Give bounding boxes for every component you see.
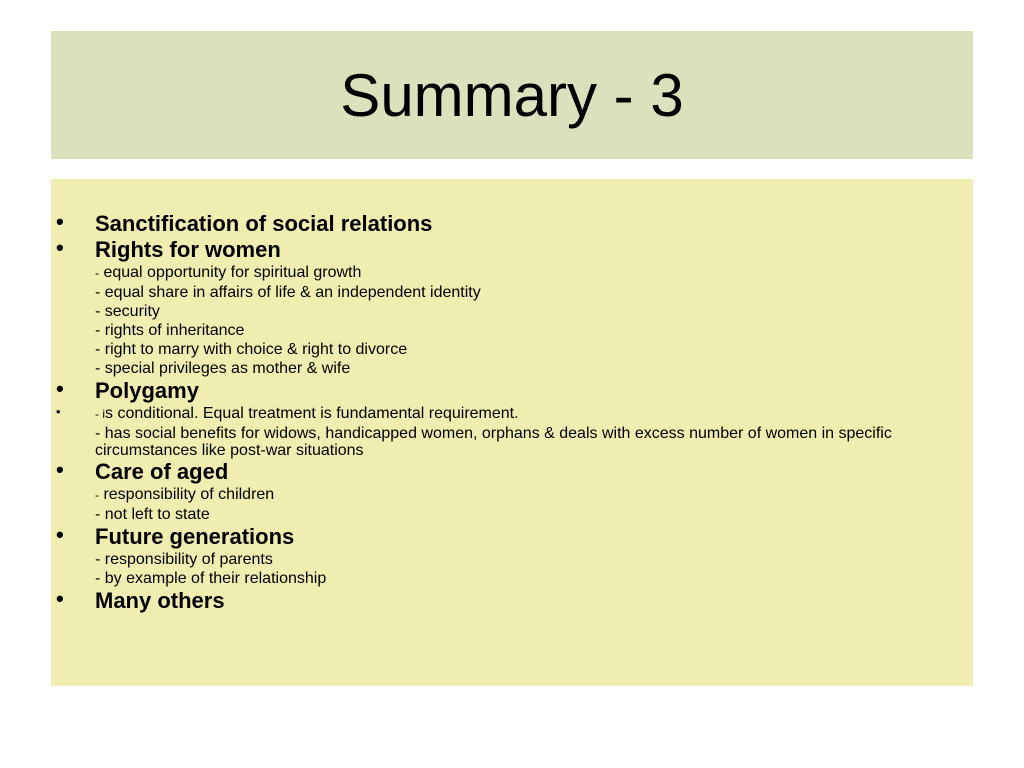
- sub-item-bulleted: [51, 404, 973, 424]
- item-heading: Future generations: [95, 524, 295, 549]
- sub-item-text: - special privileges as mother & wife: [95, 360, 351, 377]
- sub-item: [51, 569, 973, 588]
- bullet-icon: •: [56, 376, 64, 401]
- sub-item-text: equal opportunity for spiritual growth: [99, 264, 362, 281]
- sub-item: [51, 302, 973, 321]
- sub-item-text: - equal share in affairs of life & an independent identity: [95, 284, 481, 301]
- sub-item-text: - security: [95, 303, 160, 320]
- list-item-many-others: [51, 588, 973, 614]
- dash-mark: -: [95, 266, 99, 280]
- sub-item: [51, 340, 973, 359]
- sub-item: [51, 263, 973, 283]
- dash-mark: -: [95, 488, 99, 502]
- sub-item: [51, 505, 973, 524]
- bullet-icon: •: [56, 586, 64, 611]
- item-heading: Polygamy: [95, 378, 199, 403]
- bullet-icon: •: [56, 235, 64, 260]
- list-item-sanctification: [51, 211, 973, 237]
- sub-item: [51, 359, 973, 378]
- list-item-future-generations: [51, 524, 973, 550]
- sub-item: [51, 550, 973, 569]
- content-panel: [51, 179, 973, 686]
- sub-item: [51, 425, 973, 459]
- sub-item-text: - has social benefits for widows, handicapped women, orphans & deals with excess number of women in specific circumstances like post-war situations: [95, 425, 892, 459]
- sub-item-text: - by example of their relationship: [95, 570, 327, 587]
- bullet-icon: •: [56, 457, 64, 482]
- sub-item-text: - right to marry with choice & right to divorce: [95, 341, 408, 358]
- sub-item: [51, 283, 973, 302]
- sub-item-text: - not left to state: [95, 506, 210, 523]
- list-item-polygamy: [51, 378, 973, 404]
- item-heading: Sanctification of social relations: [95, 211, 433, 236]
- bullet-icon: •: [56, 522, 64, 547]
- sub-item-text: s conditional. Equal treatment is fundamental requirement.: [105, 405, 519, 422]
- sub-item-text: - rights of inheritance: [95, 322, 245, 339]
- item-heading: Rights for women: [95, 237, 281, 262]
- bullet-list: [51, 211, 973, 614]
- dash-mark: - i: [95, 407, 105, 421]
- title-panel: [51, 31, 973, 159]
- sub-item: [51, 485, 973, 505]
- bullet-icon: •: [56, 209, 64, 234]
- slide-title: Summary - 3: [340, 61, 684, 129]
- item-heading: Many others: [95, 588, 225, 613]
- list-item-rights-for-women: [51, 237, 973, 263]
- sub-item-text: responsibility of children: [99, 486, 275, 503]
- item-heading: Care of aged: [95, 459, 229, 484]
- sub-item-text: - responsibility of parents: [95, 551, 273, 568]
- list-item-care-of-aged: [51, 459, 973, 485]
- bullet-icon: •: [56, 404, 61, 419]
- sub-item: [51, 321, 973, 340]
